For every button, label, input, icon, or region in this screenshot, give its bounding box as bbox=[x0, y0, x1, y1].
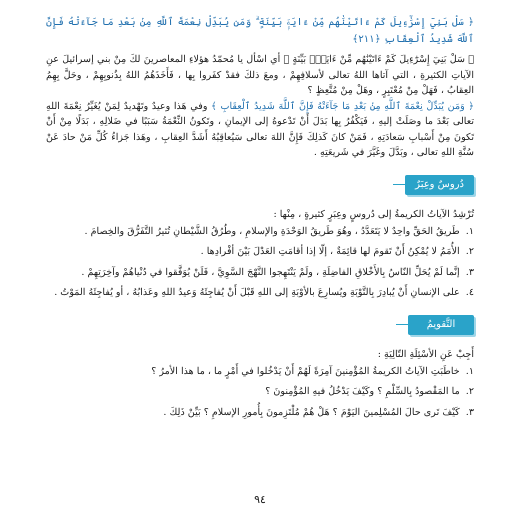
question-item bbox=[46, 364, 474, 380]
lesson-text: طَريقُ الحَقِّ واحِدٌ لا يَتَعَدَّدُ ، وهُوَ طَريقُ الوَحْدَةِ والإسلامِ ، وطُرُقُ الشَّيْطانِ تُثيرُ التَّفَرُّقَ والخِصامَ . bbox=[84, 225, 460, 237]
question-text: خاطَبَتِ الآياتُ الكريمةُ المُؤْمِنينَ آمِرَةً لَهُمْ أَنْ يَدْخُلوا في أَمْرٍ ما ، ما هذا الأمرُ ؟ bbox=[151, 365, 460, 377]
lessons-label: دُروسٌ وعِبَرٌ bbox=[405, 175, 474, 195]
lesson-number: ٢. bbox=[465, 246, 474, 257]
evaluation-label: التَّقويمُ bbox=[408, 315, 474, 335]
lesson-item bbox=[46, 285, 474, 301]
quran-verse: ﴿ سَلْ بَنِيٓ إِسْرَٰٓءِيلَ كَمْ ءَاتَيْنَٰهُم مِّنْ ءَايَةٍۭ بَيِّنَةٍ ۗ وَمَن يُبَدِّلْ نِعْمَةَ ٱللَّهِ مِنۢ بَعْدِ مَا جَآءَتْهُ فَإِنَّ ٱللَّهَ شَدِيدُ ٱلْعِقَابِ ﴿٢١١﴾ bbox=[46, 17, 474, 45]
lesson-text: إنَّما لَمْ يُحَلِّ النّاسُ بِالأَخْلاقِ الفاضِلَةِ ، ولَمْ يَنْتَهِجوا النَّهْجَ السَّوِيَّ ، فَلَنْ يُوَفَّقوا في دُنْياهُمْ وآخِرَتِهِمْ . bbox=[81, 266, 460, 278]
question-text: ما المَقْصودُ بِالسِّلْمِ ؟ وكَيْفَ يَدْخُلُ فيهِ المُؤْمِنونَ ؟ bbox=[265, 386, 460, 397]
explanation-paragraph-1 bbox=[46, 52, 474, 99]
lessons-section bbox=[46, 175, 474, 301]
evaluation-section bbox=[46, 315, 474, 421]
lesson-number: ٤. bbox=[465, 287, 474, 298]
lesson-text: الأُمَمُ لا يُمْكِنُ أَنْ تَقومَ لها قائِمَةٌ ، إلّا إذا أقامَتِ العَدْلَ بَيْنَ أفْرادِها . bbox=[200, 246, 460, 257]
evaluation-intro: أَجِبْ عَنِ الأسْئِلَةِ التّالِيَةِ : bbox=[377, 348, 474, 360]
explanation-paragraph-2 bbox=[46, 99, 474, 161]
page-number: ٩٤ bbox=[254, 493, 266, 506]
question-number: ٢. bbox=[465, 386, 474, 397]
lesson-item bbox=[46, 244, 474, 260]
question-text: كَيْفَ تَرى حالَ المُسْلِمينَ اليَوْمَ ؟ هَلْ هُمْ مُلْتَزِمونَ بِأُمورِ الإسلامِ ؟ بَيِّنْ ذَلِكَ . bbox=[163, 406, 460, 418]
question-item bbox=[46, 405, 474, 421]
question-item bbox=[46, 384, 474, 400]
lessons-header bbox=[46, 175, 474, 197]
evaluation-header bbox=[46, 315, 474, 337]
explanation-verse-2: ﴿ وَمَن يُبَدِّلْ نِعْمَةَ ٱللَّهِ مِنۢ بَعْدِ مَا جَآءَتْهُ فَإِنَّ ٱللَّهَ شَدِيدُ ٱلْعِقَابِ ﴾ bbox=[211, 100, 474, 112]
question-number: ٣. bbox=[465, 406, 474, 418]
explanation-text-2: وفي هَذا وعيدٌ وتَهْديدٌ لِمَنْ يُغَيِّرُ نِعْمَةَ اللهِ تعالى بَعْدَ ما وصَلَتْ إليهِ ، فَيَكْفُرُ بِها بَدَلَ أَنْ تَدْعوهُ إلى الإيمانِ ، وتَكونُ النِّعْمَةُ سَبَبًا في ضَلالِهِ ، بَدَلًا مِنْ أَنْ تَكونَ مِنْ أَسْبابِ سَعادَتِهِ ، فَمَنْ كانَ كَذلِكَ فَإِنَّ اللهَ تعالى سَيُعاقِبُهُ أَشَدَّ العِقابِ ، وهَذا جَزاءُ كُلِّ مَنْ حادَ عَنْ سُنَّةِ اللهِ تعالى ، وبَدَّلَ وغَيَّرَ في شَريعَتِهِ . bbox=[46, 100, 474, 158]
lesson-item bbox=[46, 224, 474, 240]
lesson-number: ٣. bbox=[465, 266, 474, 278]
lesson-number: ١. bbox=[465, 225, 474, 237]
explanation-text-1: ﴿ سَلْ بَنِيٓ إِسْرَٰٓءِيلَ كَمْ ءَاتَيْنَٰهُم مِّنْ ءَايَةٍۭ بَيِّنَةٍ ﴾ أي اسْأل يا مُحمّدُ هؤلاءِ المعاصرينَ لكَ مِنْ بني إسرائيلَ عنِ الآياتِ الكثيرةِ ، التي آتاها اللهُ تعالى لأسلافِهِمْ ، ومعَ ذلكَ فقدْ كفَروا بِها ، فَأَخَذَهُمُ اللهُ بِذُنوبِهِمْ ، وحَلَّ بِهِمُ العِقابُ ، فَهَلْ مِنْ مُعْتَبِرٍ ، وهَلْ مِنْ مُتَّعِظٍ ؟ bbox=[46, 54, 474, 96]
lesson-item bbox=[46, 265, 474, 281]
lessons-intro: تُرْشِدُ الآياتُ الكريمةُ إلى دُروسٍ وعِبَرٍ كثيرةٍ ، مِنْها : bbox=[273, 208, 474, 220]
question-number: ١. bbox=[465, 365, 474, 377]
lesson-text: على الإنسانِ أَنْ يُبادِرَ بِالتَّوْبَةِ ويُسارِعَ بالأوْبَةِ إلى اللهِ قَبْلَ أَنْ يُفاجِئَهُ وَعيدُ اللهِ وعَذابُهُ ، أو يُفاجِئَهُ المَوْتُ . bbox=[54, 287, 460, 298]
